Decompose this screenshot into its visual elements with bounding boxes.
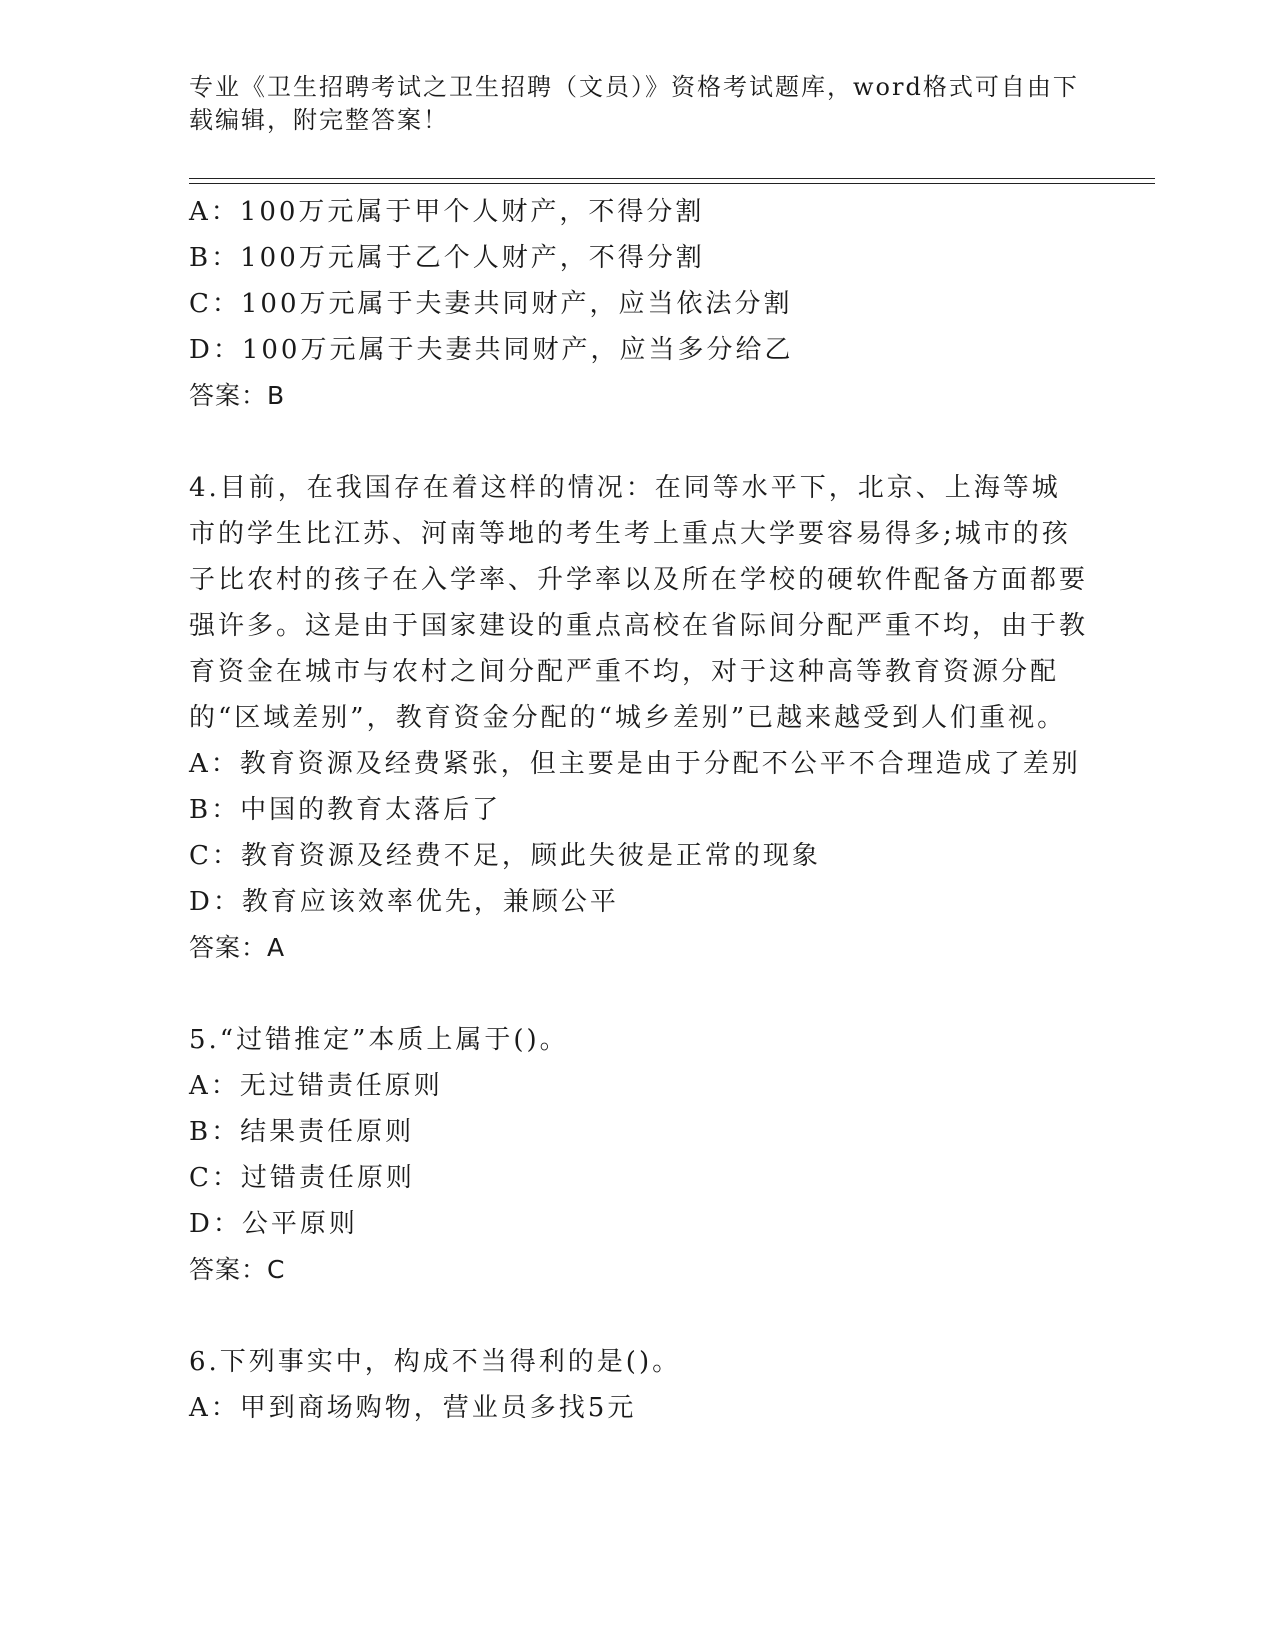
option-c: C：过错责任原则 xyxy=(189,1163,415,1193)
question-3 xyxy=(189,189,1089,419)
spacer xyxy=(189,1293,1089,1339)
question-content xyxy=(189,189,1089,1431)
question-stem: 6.下列事实中，构成不当得利的是()。 xyxy=(189,1347,682,1377)
question-4 xyxy=(189,465,1089,971)
answer: 答案：A xyxy=(189,933,286,962)
option-b: B：结果责任原则 xyxy=(189,1117,415,1147)
option-a: A：100万元属于甲个人财产，不得分割 xyxy=(189,197,705,227)
answer: 答案：B xyxy=(189,381,286,410)
header-intro-text: 专业《卫生招聘考试之卫生招聘（文员）》资格考试题库，word格式可自由下载编辑，附完整答案！ xyxy=(189,73,1079,134)
option-c: C：100万元属于夫妻共同财产，应当依法分割 xyxy=(189,289,793,319)
header-rule-bottom xyxy=(189,183,1155,184)
spacer xyxy=(189,971,1089,1017)
answer: 答案：C xyxy=(189,1255,286,1284)
option-d: D：100万元属于夫妻共同财产，应当多分给乙 xyxy=(189,335,794,365)
document-header xyxy=(189,71,1089,137)
option-d: D：公平原则 xyxy=(189,1209,358,1239)
option-b: B：100万元属于乙个人财产，不得分割 xyxy=(189,243,705,273)
question-stem: 5.“过错推定”本质上属于()。 xyxy=(189,1025,569,1055)
question-stem: 4.目前，在我国存在着这样的情况：在同等水平下，北京、上海等城市的学生比江苏、河南等地的考生考上重点大学要容易得多;城市的孩子比农村的孩子在入学率、升学率以及所在学校的硬软件配备方面都要强许多。这是由于国家建设的重点高校在省际间分配严重不均，由于教育资金在城市与农村之间分配严重不均，对于这种高等教育资源分配的“区域差别”，教育资金分配的“城乡差别”已越来越受到人们重视。 xyxy=(189,473,1089,733)
header-rule-top xyxy=(189,178,1155,179)
option-a: A：教育资源及经费紧张，但主要是由于分配不公平不合理造成了差别 xyxy=(189,749,1081,779)
question-5 xyxy=(189,1017,1089,1293)
question-6 xyxy=(189,1339,1089,1431)
option-a: A：甲到商场购物，营业员多找5元 xyxy=(189,1393,637,1423)
option-b: B：中国的教育太落后了 xyxy=(189,795,502,825)
spacer xyxy=(189,419,1089,465)
option-c: C：教育资源及经费不足，顾此失彼是正常的现象 xyxy=(189,841,821,871)
option-d: D：教育应该效率优先，兼顾公平 xyxy=(189,887,619,917)
option-a: A：无过错责任原则 xyxy=(189,1071,443,1101)
